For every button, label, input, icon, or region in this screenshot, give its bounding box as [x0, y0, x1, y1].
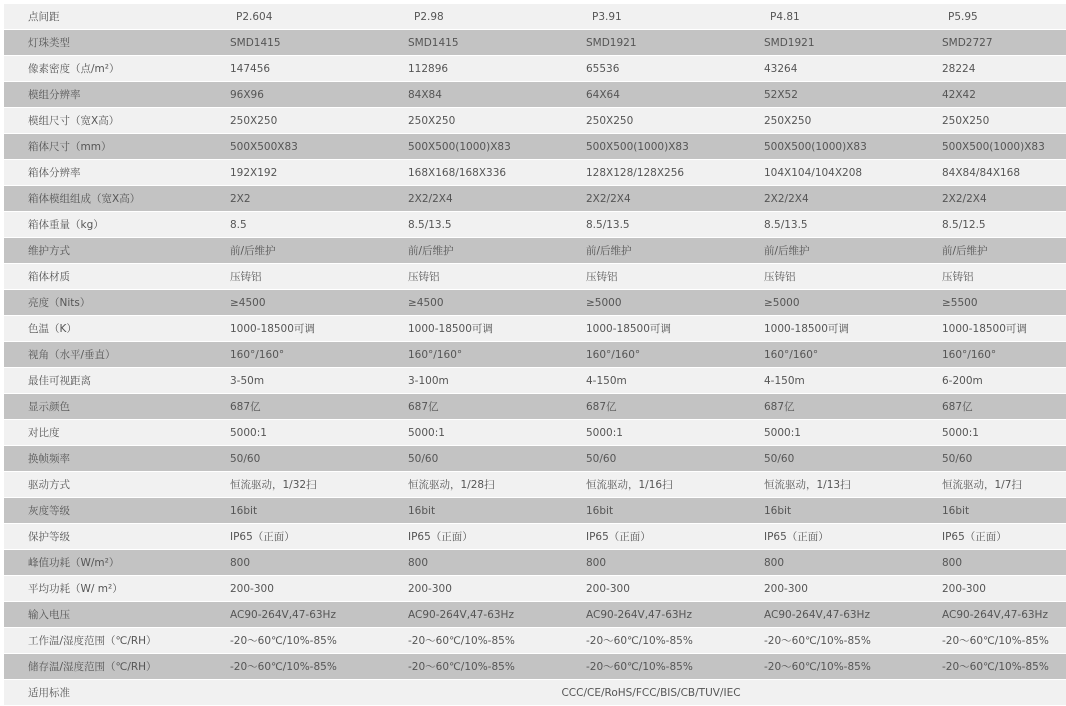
table-row [4, 550, 1066, 576]
table-cell: 250X250 [740, 108, 918, 134]
table-cell: 147456 [206, 56, 384, 82]
table-cell: -20～60℃/10%-85% [384, 654, 562, 680]
table-cell: 200-300 [206, 576, 384, 602]
table-cell: 500X500(1000)X83 [740, 134, 918, 160]
table-cell: 压铸铝 [206, 264, 384, 290]
table-row [4, 498, 1066, 524]
table-cell: IP65（正面） [562, 524, 740, 550]
standards-label: 适用标准 [4, 680, 206, 706]
table-cell: 1000-18500可调 [206, 316, 384, 342]
table-cell: -20～60℃/10%-85% [206, 654, 384, 680]
table-row [4, 368, 1066, 394]
table-cell: AC90-264V,47-63Hz [740, 602, 918, 628]
table-cell: 112896 [384, 56, 562, 82]
table-cell: 160°/160° [740, 342, 918, 368]
table-cell: 前/后维护 [384, 238, 562, 264]
table-cell: 800 [740, 550, 918, 576]
table-cell: 压铸铝 [384, 264, 562, 290]
row-label: 箱体材质 [4, 264, 206, 290]
table-cell: 160°/160° [206, 342, 384, 368]
row-label: 点间距 [4, 4, 206, 30]
table-cell: ≥5000 [562, 290, 740, 316]
table-cell: 687亿 [918, 394, 1066, 420]
table-row [4, 342, 1066, 368]
table-cell: 2X2/2X4 [918, 186, 1066, 212]
table-cell: 16bit [918, 498, 1066, 524]
table-cell: AC90-264V,47-63Hz [206, 602, 384, 628]
row-label: 储存温/湿度范围（℃/RH） [4, 654, 206, 680]
table-row [4, 628, 1066, 654]
row-label: 灯珠类型 [4, 30, 206, 56]
table-cell: P5.95 [918, 4, 1066, 30]
table-cell: 恒流驱动，1/16扫 [562, 472, 740, 498]
table-cell: 65536 [562, 56, 740, 82]
row-label: 最佳可视距离 [4, 368, 206, 394]
table-cell: 3-100m [384, 368, 562, 394]
table-cell: 恒流驱动，1/7扫 [918, 472, 1066, 498]
table-cell: 压铸铝 [562, 264, 740, 290]
row-label: 换帧频率 [4, 446, 206, 472]
table-cell: P4.81 [740, 4, 918, 30]
table-row [4, 576, 1066, 602]
table-cell: 5000:1 [918, 420, 1066, 446]
row-label: 输入电压 [4, 602, 206, 628]
table-cell: 250X250 [918, 108, 1066, 134]
table-cell: IP65（正面） [918, 524, 1066, 550]
table-cell: 500X500(1000)X83 [384, 134, 562, 160]
table-cell: -20～60℃/10%-85% [384, 628, 562, 654]
table-cell: 160°/160° [562, 342, 740, 368]
table-row [4, 602, 1066, 628]
table-row [4, 316, 1066, 342]
row-label: 平均功耗（W/ m²） [4, 576, 206, 602]
table-cell: 前/后维护 [562, 238, 740, 264]
table-row [4, 134, 1066, 160]
table-cell: 50/60 [384, 446, 562, 472]
row-label: 对比度 [4, 420, 206, 446]
table-cell: ≥4500 [384, 290, 562, 316]
table-cell: 96X96 [206, 82, 384, 108]
table-cell: 800 [206, 550, 384, 576]
table-cell: ≥4500 [206, 290, 384, 316]
table-cell: 104X104/104X208 [740, 160, 918, 186]
table-cell: 28224 [918, 56, 1066, 82]
table-cell: 128X128/128X256 [562, 160, 740, 186]
table-cell: SMD1921 [740, 30, 918, 56]
table-cell: 50/60 [562, 446, 740, 472]
table-cell: 2X2 [206, 186, 384, 212]
row-label: 模组尺寸（宽X高） [4, 108, 206, 134]
table-cell: AC90-264V,47-63Hz [918, 602, 1066, 628]
row-label: 视角（水平/垂直） [4, 342, 206, 368]
table-cell: 3-50m [206, 368, 384, 394]
table-row [4, 472, 1066, 498]
table-cell: 8.5 [206, 212, 384, 238]
table-cell: SMD1921 [562, 30, 740, 56]
table-cell: 200-300 [384, 576, 562, 602]
table-cell: -20～60℃/10%-85% [918, 654, 1066, 680]
table-cell: 2X2/2X4 [740, 186, 918, 212]
table-cell: 250X250 [206, 108, 384, 134]
table-cell: 800 [918, 550, 1066, 576]
table-cell: 恒流驱动，1/32扫 [206, 472, 384, 498]
row-label: 显示颜色 [4, 394, 206, 420]
row-label: 工作温/湿度范围（℃/RH） [4, 628, 206, 654]
row-label: 保护等级 [4, 524, 206, 550]
table-row [4, 4, 1066, 30]
table-cell: 43264 [740, 56, 918, 82]
table-cell: 84X84 [384, 82, 562, 108]
table-row [4, 654, 1066, 680]
table-cell: -20～60℃/10%-85% [740, 628, 918, 654]
row-label: 驱动方式 [4, 472, 206, 498]
table-cell: 16bit [740, 498, 918, 524]
table-cell: IP65（正面） [384, 524, 562, 550]
table-cell: 192X192 [206, 160, 384, 186]
row-label: 灰度等级 [4, 498, 206, 524]
table-cell: IP65（正面） [740, 524, 918, 550]
table-row [4, 160, 1066, 186]
row-label: 箱体重量（kg） [4, 212, 206, 238]
table-cell: 恒流驱动，1/28扫 [384, 472, 562, 498]
table-cell: SMD1415 [206, 30, 384, 56]
spec-table [4, 4, 1066, 706]
table-cell: 16bit [384, 498, 562, 524]
table-row [4, 264, 1066, 290]
table-cell: AC90-264V,47-63Hz [384, 602, 562, 628]
table-cell: 250X250 [384, 108, 562, 134]
table-cell: 168X168/168X336 [384, 160, 562, 186]
table-cell: 687亿 [740, 394, 918, 420]
table-row [4, 238, 1066, 264]
table-cell: -20～60℃/10%-85% [562, 654, 740, 680]
row-label: 箱体尺寸（mm） [4, 134, 206, 160]
table-cell: 1000-18500可调 [384, 316, 562, 342]
table-cell: 5000:1 [740, 420, 918, 446]
table-cell: 1000-18500可调 [740, 316, 918, 342]
standards-value: CCC/CE/RoHS/FCC/BIS/CB/TUV/IEC [206, 680, 1066, 706]
row-label: 箱体分辨率 [4, 160, 206, 186]
table-cell: AC90-264V,47-63Hz [562, 602, 740, 628]
table-cell: 1000-18500可调 [918, 316, 1066, 342]
table-cell: SMD1415 [384, 30, 562, 56]
table-cell: 687亿 [384, 394, 562, 420]
table-cell: 50/60 [740, 446, 918, 472]
table-cell: 前/后维护 [918, 238, 1066, 264]
table-row [4, 446, 1066, 472]
table-row [4, 108, 1066, 134]
table-cell: 50/60 [206, 446, 384, 472]
table-cell: -20～60℃/10%-85% [740, 654, 918, 680]
table-cell: 1000-18500可调 [562, 316, 740, 342]
table-cell: 前/后维护 [740, 238, 918, 264]
table-row [4, 56, 1066, 82]
table-cell: P2.98 [384, 4, 562, 30]
table-cell: P3.91 [562, 4, 740, 30]
table-cell: 压铸铝 [918, 264, 1066, 290]
table-cell: 恒流驱动，1/13扫 [740, 472, 918, 498]
row-label: 亮度（Nits） [4, 290, 206, 316]
table-cell: 4-150m [740, 368, 918, 394]
table-cell: 5000:1 [384, 420, 562, 446]
table-cell: 8.5/13.5 [740, 212, 918, 238]
row-label: 像素密度（点/m²） [4, 56, 206, 82]
row-label: 色温（K） [4, 316, 206, 342]
table-cell: 16bit [206, 498, 384, 524]
table-row [4, 186, 1066, 212]
row-label: 箱体模组组成（宽X高） [4, 186, 206, 212]
table-cell: 8.5/13.5 [562, 212, 740, 238]
table-cell: -20～60℃/10%-85% [562, 628, 740, 654]
table-cell: 160°/160° [384, 342, 562, 368]
table-cell: 687亿 [562, 394, 740, 420]
table-cell: 6-200m [918, 368, 1066, 394]
table-cell: 200-300 [918, 576, 1066, 602]
table-cell: 2X2/2X4 [562, 186, 740, 212]
table-cell: 52X52 [740, 82, 918, 108]
spec-table-body [4, 4, 1066, 706]
table-cell: ≥5000 [740, 290, 918, 316]
table-cell: 5000:1 [206, 420, 384, 446]
table-cell: -20～60℃/10%-85% [206, 628, 384, 654]
table-cell: 250X250 [562, 108, 740, 134]
table-cell: 500X500X83 [206, 134, 384, 160]
row-label: 峰值功耗（W/m²） [4, 550, 206, 576]
table-cell: 42X42 [918, 82, 1066, 108]
table-cell: 8.5/12.5 [918, 212, 1066, 238]
table-cell: 5000:1 [562, 420, 740, 446]
table-row [4, 420, 1066, 446]
table-cell: 16bit [562, 498, 740, 524]
table-cell: 2X2/2X4 [384, 186, 562, 212]
table-cell: -20～60℃/10%-85% [918, 628, 1066, 654]
table-cell: 160°/160° [918, 342, 1066, 368]
table-cell: IP65（正面） [206, 524, 384, 550]
table-row [4, 524, 1066, 550]
row-label: 模组分辨率 [4, 82, 206, 108]
table-cell: ≥5500 [918, 290, 1066, 316]
table-cell: P2.604 [206, 4, 384, 30]
standards-row [4, 680, 1066, 706]
row-label: 维护方式 [4, 238, 206, 264]
table-row [4, 82, 1066, 108]
table-cell: 687亿 [206, 394, 384, 420]
table-cell: 压铸铝 [740, 264, 918, 290]
table-row [4, 30, 1066, 56]
table-cell: 200-300 [562, 576, 740, 602]
table-cell: 500X500(1000)X83 [918, 134, 1066, 160]
table-cell: SMD2727 [918, 30, 1066, 56]
table-cell: 前/后维护 [206, 238, 384, 264]
table-cell: 800 [384, 550, 562, 576]
table-row [4, 290, 1066, 316]
table-cell: 64X64 [562, 82, 740, 108]
table-cell: 800 [562, 550, 740, 576]
table-cell: 50/60 [918, 446, 1066, 472]
table-cell: 8.5/13.5 [384, 212, 562, 238]
table-cell: 4-150m [562, 368, 740, 394]
table-row [4, 394, 1066, 420]
table-row [4, 212, 1066, 238]
table-cell: 500X500(1000)X83 [562, 134, 740, 160]
table-cell: 200-300 [740, 576, 918, 602]
table-cell: 84X84/84X168 [918, 160, 1066, 186]
